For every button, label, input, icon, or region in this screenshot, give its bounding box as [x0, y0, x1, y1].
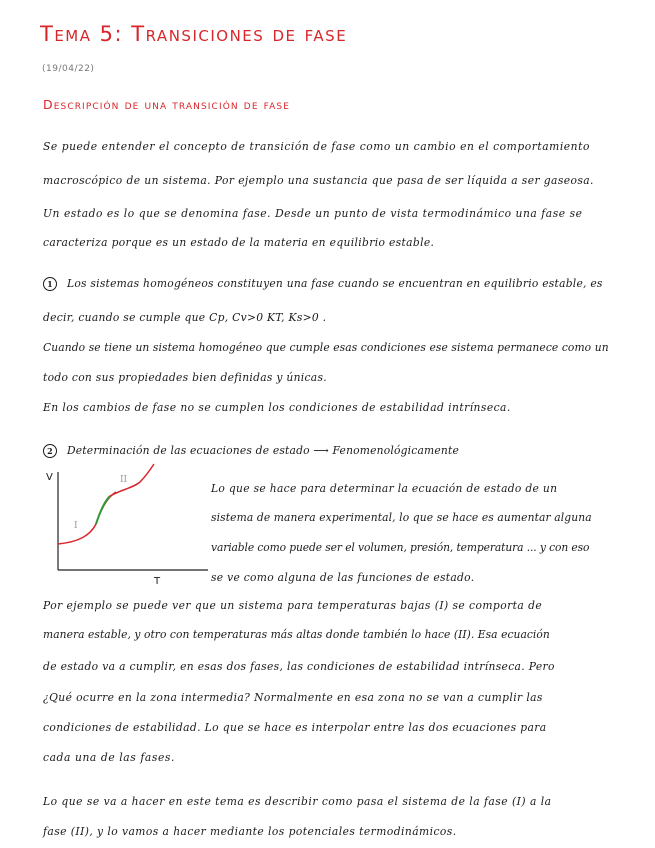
- intro-line: macroscópico de un sistema. Por ejemplo una sustancia que pasa de ser líquida a ser gaseosa.: [43, 174, 594, 187]
- point-2-line: de estado va a cumplir, en esas dos fases, las condiciones de estabilidad intrínseca. Pero: [43, 660, 555, 673]
- side-line: variable como puede ser el volumen, presión, temperatura ... y con eso: [211, 541, 590, 554]
- point-2-heading: 2 Determinación de las ecuaciones de estado ⟶ Fenomenológicamente: [43, 444, 459, 458]
- section-heading: Descripción de una transición de fase: [43, 97, 290, 112]
- point-1-line: En los cambios de fase no se cumplen los condiciones de estabilidad intrínseca.: [43, 401, 511, 414]
- phase-graph: [38, 464, 213, 588]
- point-2-line: ¿Qué ocurre en la zona intermedia? Normalmente en esa zona no se van a cumplir las: [43, 691, 543, 704]
- closing-line: Lo que se va a hacer en este tema es describir como pasa el sistema de la fase (I) a la: [43, 795, 552, 808]
- side-line: Lo que se hace para determinar la ecuación de estado de un: [211, 482, 558, 495]
- intro-line: Un estado es lo que se denomina fase. Desde un punto de vista termodinámico una fase se: [43, 207, 583, 220]
- point-2-line: manera estable, y otro con temperaturas más altas donde también lo hace (II). Esa ecuación: [43, 628, 550, 641]
- point-1-line: Cuando se tiene un sistema homogéneo que cumple esas condiciones ese sistema permanece como un: [43, 341, 609, 354]
- y-axis-label: V: [46, 472, 53, 483]
- side-line: se ve como alguna de las funciones de estado.: [211, 571, 475, 584]
- point-2-line: condiciones de estabilidad. Lo que se hace es interpolar entre las dos ecuaciones para: [43, 721, 547, 734]
- x-axis-label: T: [154, 576, 161, 587]
- point-1-line: todo con sus propiedades bien definidas y únicas.: [43, 371, 327, 384]
- curve-phase-2: [110, 464, 154, 496]
- closing-line: fase (II), y lo vamos a hacer mediante los potenciales termodinámicos.: [43, 825, 457, 838]
- side-line: sistema de manera experimental, lo que se hace es aumentar alguna: [211, 511, 592, 524]
- page-title: Tema 5: Transiciones de fase: [40, 22, 348, 46]
- zone-1-label: I: [74, 521, 78, 531]
- point-1-line: 1 Los sistemas homogéneos constituyen una fase cuando se encuentran en equilibrio estable, es: [43, 277, 603, 291]
- point-1-marker: 1: [43, 277, 57, 291]
- date: (19/04/22): [42, 64, 95, 74]
- point-2-line: Por ejemplo se puede ver que un sistema para temperaturas bajas (I) se comporta de: [43, 599, 543, 612]
- zone-2-label: II: [120, 475, 128, 485]
- intro-line: Se puede entender el concepto de transición de fase como un cambio en el comportamiento: [43, 140, 590, 153]
- point-1-line: decir, cuando se cumple que Cp, Cv>0 KT, Ks>0 .: [43, 311, 327, 324]
- point-2-marker: 2: [43, 444, 57, 458]
- intro-line: caracteriza porque es un estado de la materia en equilibrio estable.: [43, 236, 435, 249]
- point-2-line: cada una de las fases.: [43, 751, 175, 764]
